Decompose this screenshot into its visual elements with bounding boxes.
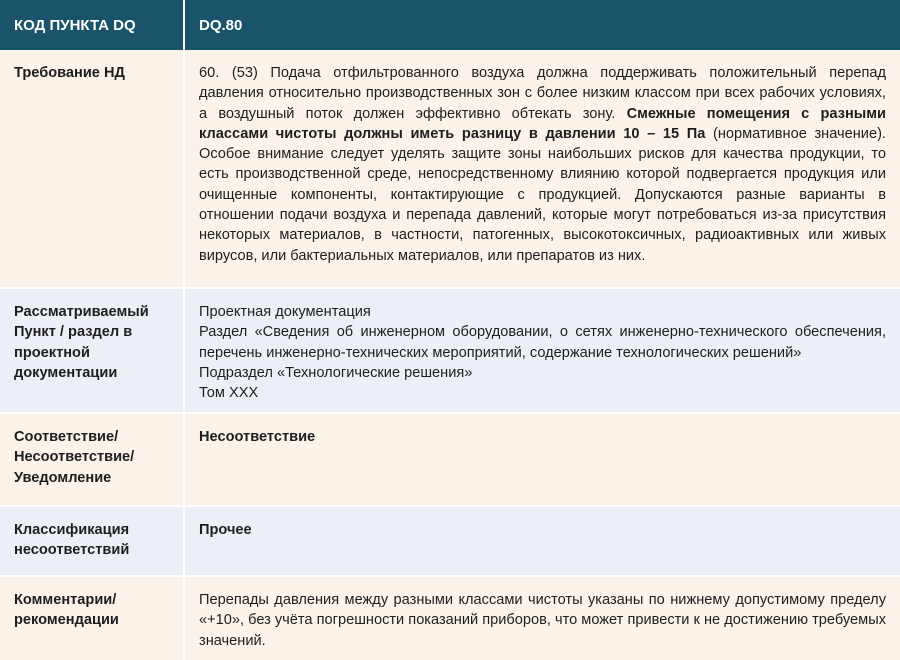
compliance-label: Соответствие/ Несоответствие/ Уведомление <box>0 413 184 506</box>
row-requirement <box>0 50 900 288</box>
section-label: Рассматриваемый Пункт / раздел в проектной документации <box>0 288 184 413</box>
header-code-value: DQ.80 <box>184 0 900 50</box>
requirement-text <box>184 50 900 288</box>
section-line-4: Том XXX <box>199 385 259 402</box>
classification-label: Классификация несоответствий <box>0 506 184 576</box>
section-text <box>184 288 900 413</box>
section-line-2: Раздел «Сведения об инженерном оборудовании, о сетях инженерно-технического обеспечения, перечень инженерно-технических мероприятий, содержание технологических решений» <box>199 324 886 361</box>
section-line-3: Подраздел «Технологические решения» <box>199 364 473 381</box>
comments-label: Комментарии/ рекомендации <box>0 576 184 660</box>
requirement-text-before: 60. (53) Подача отфильтрованного воздуха должна поддерживать положительный перепад давления относительно производственных зон с более низким классом при всех рабочих условиях, а воздушный поток должен эффективно обтекать зону. <box>199 65 886 122</box>
header-code-label: КОД ПУНКТА DQ <box>0 0 184 50</box>
compliance-value: Несоответствие <box>184 413 900 506</box>
header-row <box>0 0 900 50</box>
requirement-text-after: (нормативное значение). Особое внимание следует уделять защите зоны наибольших рисков для качества продукции, то есть производственной среде, непосредственному влиянию которой подвергается продукция или очищенные компоненты, контактирующие с продукцией. Допускаются разные варианты в отношении подачи воздуха и перепада давлений, которые могут потребоваться из-за присутствия некоторых материалов, в частности, патогенных, высокотоксичных, радиоактивных или живых вирусов, или бактериальных материалов, или препаратов из них. <box>199 125 886 264</box>
classification-value: Прочее <box>184 506 900 576</box>
row-classification <box>0 506 900 576</box>
comments-value: Перепады давления между разными классами чистоты указаны по нижнему допустимому пределу «+10», без учёта погрешности показаний приборов, что может привести к не достижению требуемых значений. <box>184 576 900 660</box>
requirement-text-bold: Смежные помещения с разными классами чистоты должны иметь разницу в давлении 10 – 15 Па <box>199 105 887 142</box>
row-comments <box>0 576 900 660</box>
requirement-label: Требование НД <box>0 50 184 288</box>
row-section <box>0 288 900 413</box>
section-line-1: Проектная документация <box>199 304 371 320</box>
row-compliance <box>0 413 900 506</box>
